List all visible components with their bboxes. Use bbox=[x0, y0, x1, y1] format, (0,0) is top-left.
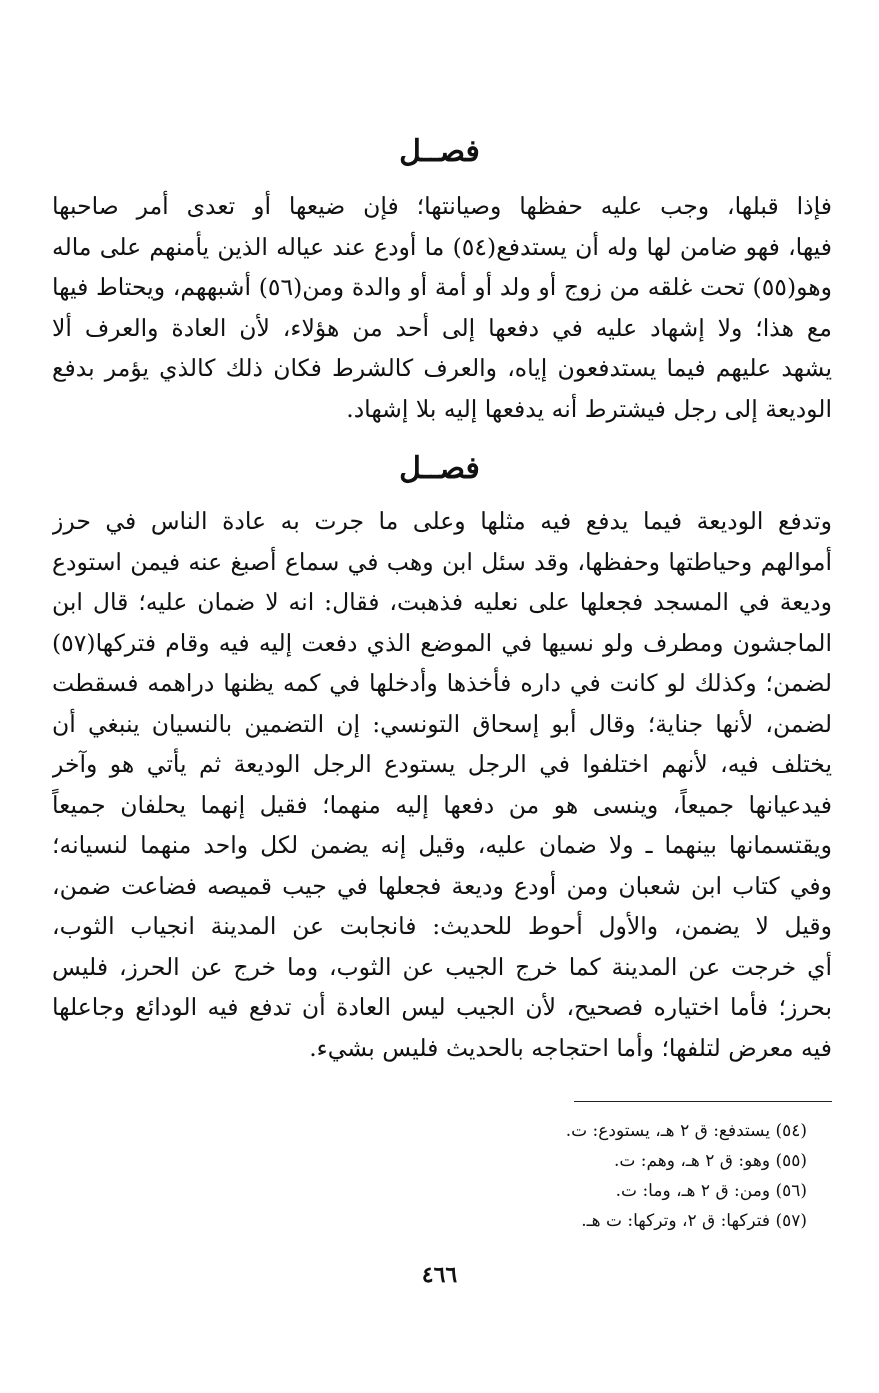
footnote: (٥٤) يستدفع: ق ٢ هـ، يستودع: ت. bbox=[565, 1121, 807, 1141]
text-line: وفي كتاب ابن شعبان ومن أودع وديعة فجعلها في جيب قميصه فضاعت ضمن، bbox=[52, 871, 832, 900]
text-line: وهو(٥٥) تحت غلقه من زوج أو ولد أو أمة أو والدة ومن(٥٦) أشبههم، ويحتاط فيها bbox=[52, 273, 832, 301]
section-heading: فصــل bbox=[399, 451, 480, 486]
text-line: لضمن؛ وكذلك لو كانت في داره فأخذها وأدخلها في كمه يظنها دراهمه فسقطت bbox=[52, 669, 832, 697]
section-heading: فصــل bbox=[399, 134, 480, 169]
text-line: الماجشون ومطرف ولو نسيها في الموضع الذي دفعت إليه فيه وقام فتركها(٥٧) bbox=[52, 628, 832, 657]
text-line: يختلف فيه، لأنهم اختلفوا في الرجل يستودع الرجل الوديعة ثم يأتي هو وآخر bbox=[52, 750, 832, 778]
text-line: فإذا قبلها، وجب عليه حفظها وصيانتها؛ فإن ضيعها أو تعدى أمر صاحبها bbox=[52, 192, 832, 220]
text-line: أموالهم وحياطتها وحفظها، وقد سئل ابن وهب في سماع أصبغ عنه فيمن استودع bbox=[52, 547, 832, 576]
footnote: (٥٥) وهو: ق ٢ هـ، وهم: ت. bbox=[613, 1151, 807, 1171]
text-line: وتدفع الوديعة فيما يدفع فيه مثلها وعلى ما جرت به عادة الناس في حرز bbox=[52, 507, 832, 535]
text-line: فيدعيانها جميعاً، وينسى هو من دفعها إليه منهما؛ فقيل إنهما يحلفان جميعاً bbox=[52, 790, 832, 819]
paragraph-1 bbox=[52, 186, 832, 429]
footnote-divider bbox=[574, 1101, 832, 1102]
text-line: بحرز؛ فأما اختياره فصحيح، لأن الجيب ليس العادة أن تدفع فيه الودائع وجاعلها bbox=[52, 993, 832, 1021]
paragraph-2 bbox=[52, 501, 832, 1068]
text-line: أي خرجت عن المدينة كما خرج الجيب عن الثوب، وما خرج عن الحرز، فليس bbox=[52, 952, 832, 981]
footnote: (٥٦) ومن: ق ٢ هـ، وما: ت. bbox=[615, 1181, 807, 1201]
footnote: (٥٧) فتركها: ق ٢، وتركها: ت هـ. bbox=[581, 1211, 807, 1231]
text-line: فيها، فهو ضامن لها وله أن يستدفع(٥٤) ما أودع عند عياله الذين يأمنهم على ماله bbox=[52, 232, 832, 261]
text-line: مع هذا؛ ولا إشهاد عليه في دفعها إلى أحد من هؤلاء، لأن العادة والعرف ألا bbox=[52, 313, 832, 342]
text-line: فيه معرض لتلفها؛ وأما احتجاجه بالحديث فليس بشيء. bbox=[309, 1033, 832, 1062]
footnotes bbox=[307, 1116, 807, 1236]
page-number: ٤٦٦ bbox=[421, 1262, 458, 1288]
text-line: ويقتسمانها بينهما ـ ولا ضمان عليه، وقيل إنه يضمن لكل واحد منهما لنسيانه؛ bbox=[52, 831, 832, 859]
text-line: وديعة في المسجد فجعلها على نعليه فذهبت، فقال: انه لا ضمان عليه؛ قال ابن bbox=[52, 588, 832, 616]
text-line: يشهد عليهم فيما يستدفعون إياه، والعرف كالشرط فكان ذلك كالذي يؤمر بدفع bbox=[52, 354, 832, 382]
text-line: الوديعة إلى رجل فيشترط أنه يدفعها إليه بلا إشهاد. bbox=[346, 394, 832, 423]
text-line: لضمن، لأنها جناية؛ وقال أبو إسحاق التونسي: إن التضمين بالنسيان ينبغي أن bbox=[52, 709, 832, 738]
text-line: وقيل لا يضمن، والأول أحوط للحديث: فانجابت عن المدينة انجياب الثوب، bbox=[52, 912, 832, 940]
